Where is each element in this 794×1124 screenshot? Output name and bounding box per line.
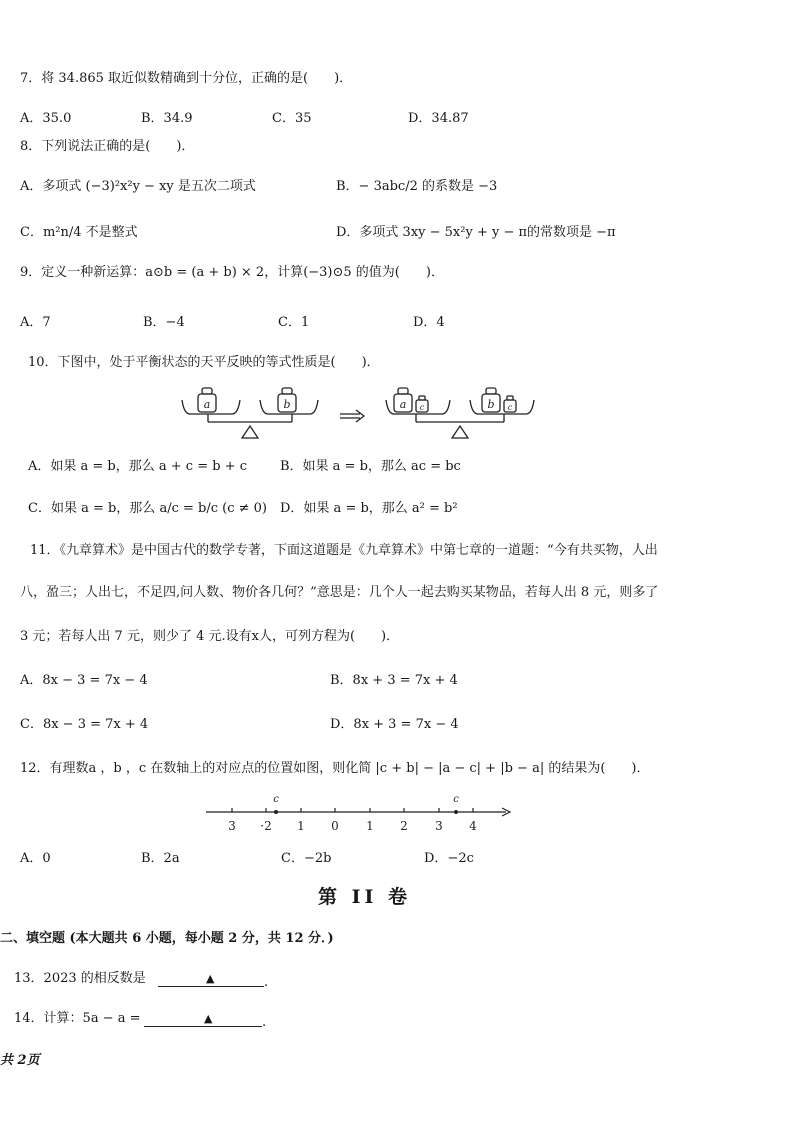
tick-label-4: 4 — [469, 819, 477, 833]
q11-line-3: 3 元；若每人出 7 元，则少了 4 元.设有x人，可列方程为( )． — [20, 629, 400, 644]
q12-option-c: C．−2b — [281, 851, 332, 866]
tick-label-1: 1 — [366, 819, 374, 833]
q10-option-c: C．如果 a = b，那么 a/c = b/c (c ≠ 0) — [28, 501, 267, 516]
weight-label-b-2: b — [487, 398, 495, 411]
q8-option-a: A．多项式 (−3)²x²y − xy 是五次二项式 — [20, 179, 256, 194]
q12-option-b: B．2a — [141, 851, 180, 866]
q7-option-c: C．35 — [272, 111, 312, 126]
fulcrum-1 — [242, 426, 258, 438]
q14-end: . — [262, 1015, 267, 1030]
q8-stem: 8．下列说法正确的是( )． — [20, 139, 195, 154]
q12-option-a: A．0 — [20, 851, 51, 866]
q8-option-c: C．m²n/4 不是整式 — [20, 225, 138, 240]
q11-option-b: B．8x + 3 = 7x + 4 — [330, 673, 458, 688]
q13-end: . — [264, 975, 269, 990]
q10-option-b: B．如果 a = b，那么 ac = bc — [280, 459, 461, 474]
q14-blank-marker: ▲ — [204, 1012, 213, 1025]
q14-label: 14．计算：5a − a = — [14, 1011, 141, 1026]
tick-label-3: 3 — [435, 819, 443, 833]
q9-option-c: C．1 — [278, 315, 310, 330]
q8-option-b: B．− 3abc/2 的系数是 −3 — [336, 179, 498, 194]
q10-stem: 10．下图中，处于平衡状态的天平反映的等式性质是( )． — [28, 355, 380, 370]
q9-option-b: B．−4 — [143, 315, 185, 330]
q11-option-c: C．8x − 3 = 7x + 4 — [20, 717, 149, 732]
q7-option-b: B．34.9 — [141, 111, 193, 126]
q7-stem: 7．将 34.865 取近似数精确到十分位，正确的是( )． — [20, 71, 353, 86]
q12-option-d: D．−2c — [424, 851, 474, 866]
weight-label-c-3: c — [507, 403, 513, 412]
page-footer: 共 2页 — [0, 1053, 40, 1068]
q10-option-a: A．如果 a = b，那么 a + c = b + c — [28, 459, 247, 474]
tick-label-neg3: 3 — [228, 819, 236, 833]
weight-label-c-2: c — [419, 403, 425, 412]
point-label-c: c — [273, 794, 279, 805]
weight-label-a-1: a — [203, 398, 211, 411]
weight-label-b-1: b — [283, 398, 291, 411]
q13-blank-marker: ▲ — [206, 972, 215, 985]
point-a — [454, 810, 458, 814]
q13-answer-blank[interactable] — [158, 986, 264, 987]
balance-figure — [180, 380, 540, 444]
q13-label: 13．2023 的相反数是 — [14, 971, 146, 986]
tick-label-0: 0 — [331, 819, 339, 833]
q11-line-2: 八，盈三；人出七，不足四,问人数、物价各几何？”意思是：几个人一起去购买某物品，若每人出 8 元，则多了 — [20, 585, 659, 600]
q9-option-a: A．7 — [20, 315, 51, 330]
q11-option-a: A．8x − 3 = 7x − 4 — [20, 673, 148, 688]
q8-option-d: D．多项式 3xy − 5x²y + y − π的常数项是 −π — [336, 225, 616, 240]
section-2-title: 第 II 卷 — [318, 886, 412, 908]
right-pan-2 — [470, 400, 534, 414]
q14-answer-blank[interactable] — [144, 1026, 262, 1027]
balance-diagram — [180, 380, 540, 444]
q9-stem: 9．定义一种新运算：a⊙b = (a + b) × 2，计算(−3)⊙5 的值为( )． — [20, 265, 444, 280]
q12-stem: 12．有理数a ，b ，c 在数轴上的对应点的位置如图，则化简 |c + b| − |a − c| + |b − a| 的结果为( )． — [20, 761, 650, 776]
section-2-heading: 二、填空题 (本大题共 6 小题，每小题 2 分，共 12 分．) — [0, 931, 334, 946]
fulcrum-2 — [452, 426, 468, 438]
q7-option-d: D．34.87 — [408, 111, 469, 126]
tick-label-neg2: ·2 — [260, 819, 272, 833]
q10-option-d: D．如果 a = b，那么 a² = b² — [280, 501, 458, 516]
point-label-a: c — [453, 794, 459, 805]
number-line-figure — [200, 788, 520, 836]
q9-option-d: D．4 — [413, 315, 445, 330]
tick-label-neg1: 1 — [297, 819, 305, 833]
number-line — [200, 788, 520, 836]
point-c — [274, 810, 278, 814]
tick-label-2: 2 — [400, 819, 408, 833]
q7-option-a: A．35.0 — [20, 111, 72, 126]
q11-line-1: 11．《九章算术》是中国古代的数学专著，下面这道题是《九章算术》中第七章的一道题：“今有共买物，人出 — [30, 543, 658, 558]
q11-option-d: D．8x + 3 = 7x − 4 — [330, 717, 459, 732]
weight-label-a-2: a — [399, 398, 407, 411]
